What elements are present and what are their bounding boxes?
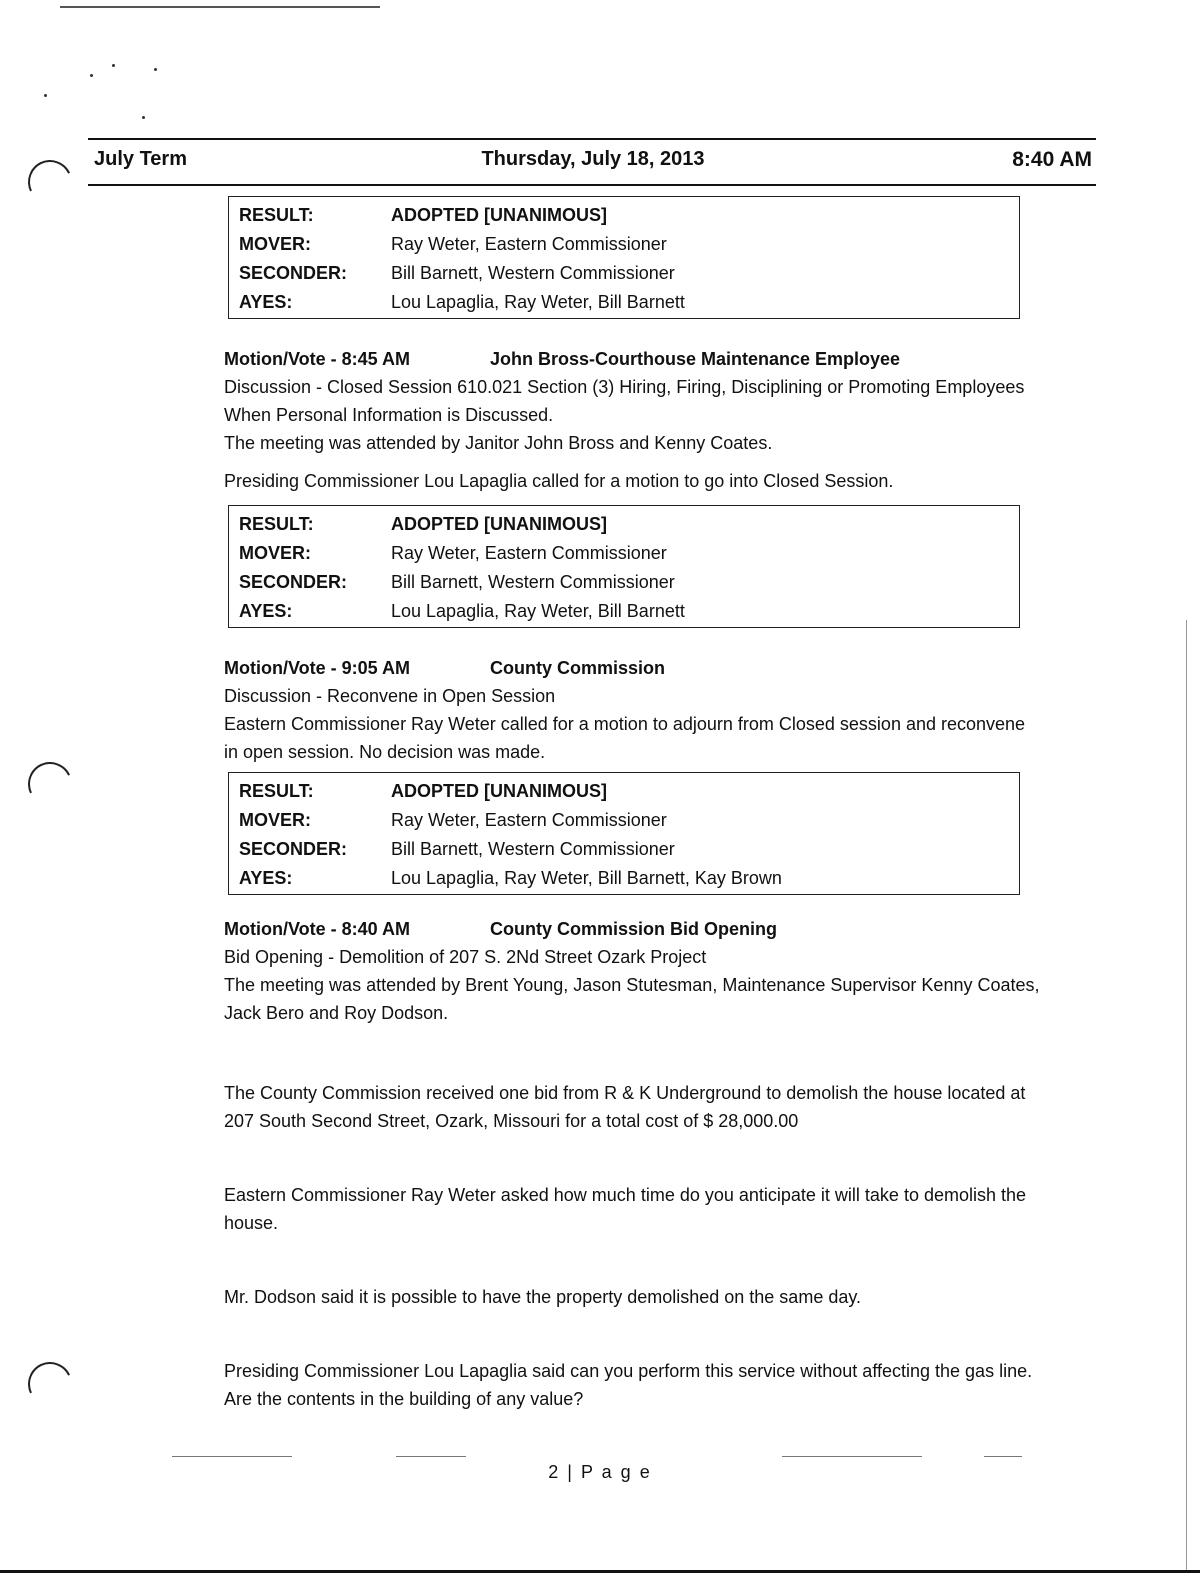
punch-hole-icon: [22, 154, 78, 210]
ayes-row: [239, 596, 1019, 625]
mover-value: Ray Weter, Eastern Commissioner: [391, 233, 667, 254]
seconder-row: [239, 567, 1019, 596]
meeting-time: 8:40 AM: [1012, 148, 1092, 171]
mover-label: MOVER:: [239, 233, 311, 254]
motion-heading: [224, 654, 1044, 682]
scan-speck: [142, 116, 145, 119]
seconder-value: Bill Barnett, Western Commissioner: [391, 838, 675, 859]
ayes-value: Lou Lapaglia, Ray Weter, Bill Barnett: [391, 600, 685, 621]
ayes-row: [239, 287, 1019, 316]
motion-discussion: Discussion - Closed Session 610.021 Section (3) Hiring, Firing, Disciplining or Promoting Employees When Personal Information is Discussed.: [224, 377, 1025, 425]
motion-attendance: The meeting was attended by Brent Young, Jason Stutesman, Maintenance Supervisor Kenny Coates, Jack Bero and Roy Dodson.: [224, 975, 1040, 1023]
motion-note: Presiding Commissioner Lou Lapaglia called for a motion to go into Closed Session.: [224, 471, 894, 491]
result-value: ADOPTED [UNANIMOUS]: [391, 780, 607, 801]
seconder-label: SECONDER:: [239, 262, 348, 283]
ayes-label: AYES:: [239, 600, 293, 621]
motion-heading: [224, 345, 1044, 373]
minutes-paragraph: Eastern Commissioner Ray Weter asked how much time do you anticipate it will take to demolish the house.: [224, 1185, 1027, 1233]
footer-dash: [172, 1456, 292, 1458]
result-value: ADOPTED [UNANIMOUS]: [391, 204, 607, 225]
minutes-paragraph: Presiding Commissioner Lou Lapaglia said can you perform this service without affecting the gas line. Are the contents in the building of any value?: [224, 1361, 1033, 1409]
scan-speck: [112, 64, 115, 67]
scan-bottom-edge: [0, 1570, 1200, 1573]
punch-hole-icon: [22, 1356, 78, 1412]
punch-hole-icon: [22, 756, 78, 812]
motion-attendance: The meeting was attended by Janitor John Bross and Kenny Coates.: [224, 433, 773, 453]
minutes-paragraph: Mr. Dodson said it is possible to have the property demolished on the same day.: [224, 1287, 862, 1307]
result-label: RESULT:: [239, 780, 314, 801]
seconder-value: Bill Barnett, Western Commissioner: [391, 571, 675, 592]
motion-time: Motion/Vote - 9:05 AM: [224, 658, 410, 678]
minutes-paragraph: The County Commission received one bid from R & K Underground to demolish the house located at 207 South Second Street, Ozark, Missouri for a total cost of $ 28,000.00: [224, 1083, 1026, 1131]
meeting-date: Thursday, July 18, 2013: [481, 148, 705, 170]
header-rule-top: [88, 138, 1096, 140]
result-row: [239, 200, 1019, 229]
ayes-label: AYES:: [239, 867, 293, 888]
motion-time: Motion/Vote - 8:40 AM: [224, 919, 410, 939]
seconder-row: [239, 834, 1019, 863]
motion-heading: [224, 915, 1044, 943]
motion-discussion: Discussion - Reconvene in Open Session: [224, 686, 556, 706]
vote-result-table: [228, 772, 1020, 895]
footer-dash: [396, 1456, 466, 1458]
footer-dash: [782, 1456, 922, 1458]
seconder-label: SECONDER:: [239, 571, 348, 592]
scan-edge-line: [60, 0, 380, 8]
motion-title: County Commission: [490, 658, 666, 678]
ayes-value: Lou Lapaglia, Ray Weter, Bill Barnett: [391, 291, 685, 312]
term-label: July Term: [94, 148, 187, 170]
scan-edge-line: [1186, 620, 1187, 1570]
minutes-body: [224, 196, 1044, 1413]
ayes-label: AYES:: [239, 291, 293, 312]
mover-label: MOVER:: [239, 542, 311, 563]
result-row: [239, 776, 1019, 805]
ayes-row: [239, 863, 1019, 892]
footer-dash: [984, 1456, 1022, 1458]
result-value: ADOPTED [UNANIMOUS]: [391, 513, 607, 534]
page-number: 2 | P a g e: [548, 1462, 652, 1482]
result-row: [239, 509, 1019, 538]
scan-speck: [90, 74, 93, 77]
motion-note: Eastern Commissioner Ray Weter called for a motion to adjourn from Closed session and reconvene in open session. No decision was made.: [224, 714, 1026, 762]
mover-label: MOVER:: [239, 809, 311, 830]
ayes-value: Lou Lapaglia, Ray Weter, Bill Barnett, Kay Brown: [391, 867, 782, 888]
motion-time: Motion/Vote - 8:45 AM: [224, 349, 410, 369]
result-label: RESULT:: [239, 204, 314, 225]
seconder-value: Bill Barnett, Western Commissioner: [391, 262, 675, 283]
motion-title: John Bross-Courthouse Maintenance Employee: [490, 349, 901, 369]
scan-speck: [44, 94, 47, 97]
page-header: [94, 148, 1092, 188]
vote-result-table: [228, 505, 1020, 628]
mover-value: Ray Weter, Eastern Commissioner: [391, 542, 667, 563]
mover-value: Ray Weter, Eastern Commissioner: [391, 809, 667, 830]
motion-title: County Commission Bid Opening: [490, 919, 777, 939]
mover-row: [239, 805, 1019, 834]
scan-speck: [154, 68, 157, 71]
result-label: RESULT:: [239, 513, 314, 534]
seconder-label: SECONDER:: [239, 838, 348, 859]
mover-row: [239, 538, 1019, 567]
motion-discussion: Bid Opening - Demolition of 207 S. 2Nd Street Ozark Project: [224, 947, 707, 967]
mover-row: [239, 229, 1019, 258]
header-rule-bottom: [88, 184, 1096, 186]
seconder-row: [239, 258, 1019, 287]
vote-result-table: [228, 196, 1020, 319]
